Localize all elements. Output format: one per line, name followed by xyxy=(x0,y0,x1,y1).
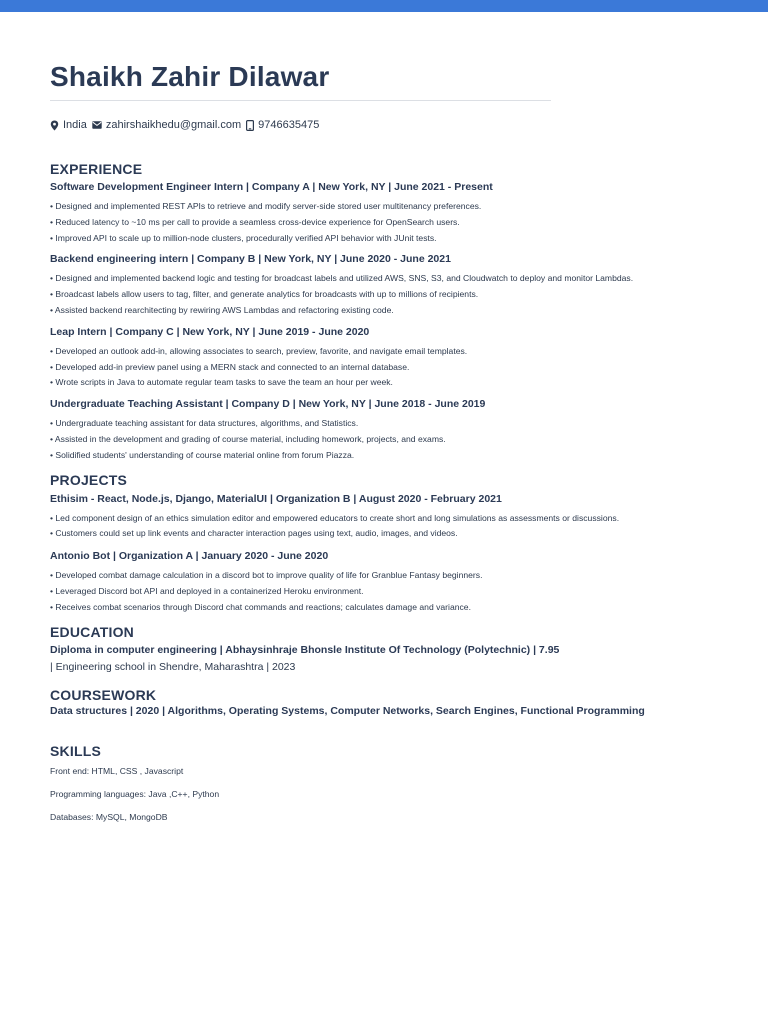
education-heading: Diploma in computer engineering | Abhaysinhraje Bhonsle Institute Of Technology (Polytechnic) | 7.95 xyxy=(50,643,560,656)
bullet-item: • Assisted in the development and grading of course material, including homework, projects, and exams. xyxy=(50,433,446,444)
bullet-item: • Designed and implemented REST APIs to retrieve and modify server-side stored user multitenancy preferences. xyxy=(50,201,482,211)
coursework-heading: Data structures | 2020 | Algorithms, Operating Systems, Computer Networks, Search Engines, Functional Programming xyxy=(50,704,645,717)
contact-phone[interactable] xyxy=(246,119,319,131)
skills-section xyxy=(50,742,730,823)
experience-heading: Backend engineering intern | Company B | New York, NY | June 2020 - June 2021 xyxy=(50,253,451,266)
contact-email[interactable] xyxy=(92,119,241,131)
phone-text[interactable]: 9746635475 xyxy=(258,119,320,131)
experience-entry xyxy=(50,397,730,463)
bullet-item: • Solidified students' understanding of course material online from forum Piazza. xyxy=(50,449,355,460)
bullet-item: • Undergraduate teaching assistant for data structures, algorithms, and Statistics. xyxy=(50,418,359,429)
email-envelope-icon xyxy=(92,121,106,129)
bullet-item: • Improved API to scale up to million-node clusters, procedurally verified API behavior with JUnit tests. xyxy=(50,232,437,243)
bullet-list xyxy=(50,416,730,463)
project-heading: Antonio Bot | Organization A | January 2020 - June 2020 xyxy=(50,550,329,563)
header-divider xyxy=(50,100,551,101)
project-entry xyxy=(50,549,730,615)
project-entry xyxy=(50,492,730,543)
skill-item: Programming languages: Java ,C++, Python xyxy=(50,788,220,799)
bullet-item: • Customers could set up link events and character interaction pages using text, audio, images, and videos. xyxy=(50,528,458,539)
bullet-item: • Developed add-in preview panel using a MERN stack and connected to an internal database. xyxy=(50,361,410,372)
mobile-phone-icon xyxy=(246,120,258,131)
bullet-list xyxy=(50,568,730,615)
bullet-item: • Assisted backend rearchitecting by rewiring AWS Lambdas and refactoring existing code. xyxy=(50,304,394,315)
bullet-item: • Developed an outlook add-in, allowing associates to search, preview, favorite, and navigate email templates. xyxy=(50,345,468,356)
bullet-item: • Led component design of an ethics simulation editor and empowered educators to create short and long simulations as assessments or discussions. xyxy=(50,512,620,523)
location-text: India xyxy=(63,119,87,131)
bullet-item: • Reduced latency to ~10 ms per call to provide a seamless cross-device experience for OpenSearch users. xyxy=(50,216,460,227)
project-heading: Ethisim - React, Node.js, Django, MaterialUI | Organization B | August 2020 - February 2021 xyxy=(50,492,502,505)
location-pin-icon xyxy=(50,120,63,131)
email-text[interactable]: zahirshaikhedu@gmail.com xyxy=(105,119,242,131)
bullet-item: • Wrote scripts in Java to automate regular team tasks to save the team an hour per week. xyxy=(50,377,393,388)
contact-row xyxy=(50,117,730,133)
experience-title: EXPERIENCE xyxy=(50,161,143,177)
bullet-item: • Leveraged Discord bot API and deployed in a containerized Heroku environment. xyxy=(50,585,364,596)
skill-item: Databases: MySQL, MongoDB xyxy=(50,811,168,822)
top-accent-bar xyxy=(0,0,768,12)
projects-section xyxy=(50,471,730,616)
bullet-list xyxy=(50,271,730,318)
coursework-section xyxy=(50,686,730,718)
bullet-item: • Broadcast labels allow users to tag, filter, and generate analytics for broadcasts with up to millions of recipients. xyxy=(50,289,479,300)
resume xyxy=(50,58,730,823)
experience-heading: Undergraduate Teaching Assistant | Company D | New York, NY | June 2018 - June 2019 xyxy=(50,398,486,411)
education-section xyxy=(50,623,730,674)
experience-section xyxy=(50,160,730,464)
bullet-item: • Designed and implemented backend logic and testing for broadcast labels and utilized AWS, SNS, S3, and Cloudwatch to deploy and monitor Lambdas. xyxy=(50,273,634,284)
bullet-list xyxy=(50,511,730,543)
coursework-title: COURSEWORK xyxy=(50,686,157,703)
bullet-list xyxy=(50,344,730,391)
contact-location xyxy=(50,119,87,131)
experience-entry xyxy=(50,252,730,318)
skills-title: SKILLS xyxy=(50,742,101,759)
education-title: EDUCATION xyxy=(50,623,134,640)
candidate-name: Shaikh Zahir Dilawar xyxy=(50,61,330,92)
projects-title: PROJECTS xyxy=(50,471,128,488)
experience-heading: Leap Intern | Company C | New York, NY | June 2019 - June 2020 xyxy=(50,325,370,338)
bullet-item: • Receives combat scenarios through Discord chat commands and reactions; calculates damage and variance. xyxy=(50,601,471,612)
bullet-list xyxy=(50,199,730,246)
bullet-item: • Developed combat damage calculation in a discord bot to improve quality of life for Granblue Fantasy beginners. xyxy=(50,570,483,581)
education-details: | Engineering school in Shendre, Maharashtra | 2023 xyxy=(50,660,296,673)
experience-entry xyxy=(50,180,730,246)
skill-item: Front end: HTML, CSS , Javascript xyxy=(50,765,184,776)
experience-entry xyxy=(50,325,730,391)
experience-heading: Software Development Engineer Intern | Company A | New York, NY | June 2021 - Present xyxy=(50,181,493,193)
